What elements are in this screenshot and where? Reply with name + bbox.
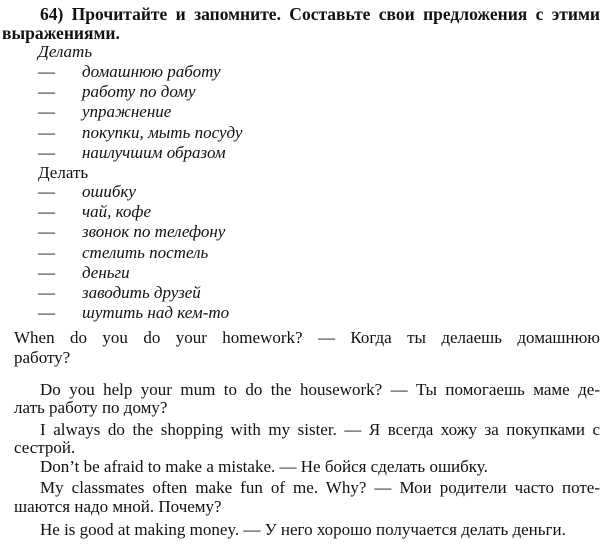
list-item: покупки, мыть посуду [82, 122, 243, 142]
dash: — [38, 122, 55, 142]
example-2-line2: лать работу по дому? [14, 398, 168, 417]
example-1-line2: работу? [14, 348, 71, 367]
list-item: чай, кофе [82, 202, 152, 222]
example-2-line1: Do you help your mum to do the housework? — Ты помогаешь маме де- [40, 380, 600, 399]
list-item: звонок по телефону [82, 222, 226, 242]
list-item: заводить друзей [82, 283, 201, 302]
dash: — [38, 62, 55, 81]
list-item: деньги [82, 262, 130, 282]
exercise-title-line1: 64) Прочитайте и запомните. Составьте свои предложения с этими [40, 4, 600, 24]
dash: — [38, 82, 55, 102]
list-item: работу по дому [82, 82, 196, 102]
example-6-line1: He is good at making money. — У него хорошо получается делать деньги. [40, 520, 566, 539]
example-3-line1: I always do the shopping with my sister. — Я всегда хожу за покупками с [40, 420, 600, 439]
example-5-line1: My classmates often make fun of me. Why? — Мои родители часто поте- [40, 478, 600, 497]
list-item: стелить постель [82, 242, 209, 262]
dash: — [38, 202, 55, 222]
dash: — [38, 303, 55, 323]
dash: — [38, 222, 55, 242]
dash: — [38, 262, 55, 282]
list-item: шутить над кем-то [82, 303, 230, 323]
dash: — [38, 182, 55, 201]
list-item: ошибку [82, 182, 136, 201]
exercise-title-line2: выражениями. [2, 23, 120, 43]
example-1-line1: When do you do your homework? — Когда ты делаешь домашнюю [14, 328, 600, 347]
dash: — [38, 242, 55, 262]
dash: — [38, 283, 55, 302]
list-item: упражнение [82, 102, 172, 122]
group2-heading: Делать [38, 163, 89, 182]
list-item: наилучшим образом [82, 142, 226, 162]
dash: — [38, 142, 55, 162]
dash: — [38, 102, 55, 122]
example-5-line2: шаются надо мной. Почему? [14, 497, 222, 516]
example-3-line2: сестрой. [14, 438, 76, 457]
list-item: домашнюю работу [82, 62, 221, 81]
group1-heading: Делать [38, 42, 93, 61]
example-4-line1: Don’t be afraid to make a mistake. — Не бойся сделать ошибку. [40, 457, 488, 476]
